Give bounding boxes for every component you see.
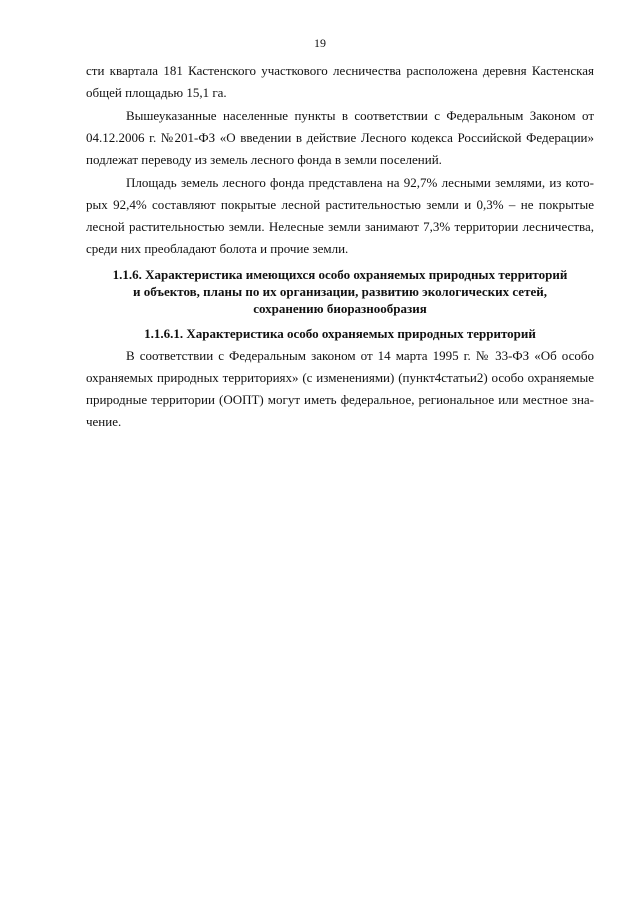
- paragraph-forest-land-area: [86, 172, 594, 260]
- document-body: [86, 60, 594, 433]
- text-line: среди них преобладают болота и прочие земли.: [86, 241, 349, 256]
- page-number: 19: [314, 36, 326, 50]
- text-line: рых 92,4% составляют покрытые лесной растительностью земли и 0,3% – не покрытые: [86, 197, 594, 212]
- paragraph-kastenskaya-village: [86, 60, 594, 104]
- text-line: лесной растительностью земли. Нелесные земли занимают 7,3% территории лесничества,: [86, 219, 594, 234]
- text-line: природные территории (ООПТ) могут иметь федеральное, региональное или местное зна-: [86, 392, 594, 407]
- text-line: подлежат переводу из земель лесного фонда в земли поселений.: [86, 152, 442, 167]
- text-line: Площадь земель лесного фонда представлена на 92,7% лесными землями, из кото-: [126, 175, 594, 190]
- text-line: охраняемых природных территориях» (с изменениями) (пункт4статьи2) особо охраняемые: [86, 370, 594, 385]
- text-line: сти квартала 181 Кастенского участкового лесничества расположена деревня Кастенская: [86, 63, 594, 78]
- heading-line: 1.1.6. Характеристика имеющихся особо охраняемых природных территорий: [112, 267, 568, 282]
- text-line: общей площадью 15,1 га.: [86, 85, 227, 100]
- section-heading-1-1-6-1: 1.1.6.1. Характеристика особо охраняемых природных территорий: [144, 326, 536, 341]
- paragraph-federal-law-oopt: [86, 345, 594, 433]
- paragraph-settlements-transfer: [86, 105, 594, 171]
- section-heading-1-1-6: [86, 266, 594, 317]
- heading-line: и объектов, планы по их организации, развитию экологических сетей,: [133, 284, 547, 299]
- text-line: 04.12.2006 г. №201-ФЗ «О введении в действие Лесного кодекса Российской Федерации»: [86, 130, 594, 145]
- text-line: Вышеуказанные населенные пункты в соответствии с Федеральным Законом от: [126, 108, 594, 123]
- text-line: чение.: [86, 414, 122, 429]
- text-line: В соответствии с Федеральным законом от 14 марта 1995 г. № 33-ФЗ «Об особо: [126, 348, 594, 363]
- heading-line: сохранению биоразнообразия: [253, 301, 427, 316]
